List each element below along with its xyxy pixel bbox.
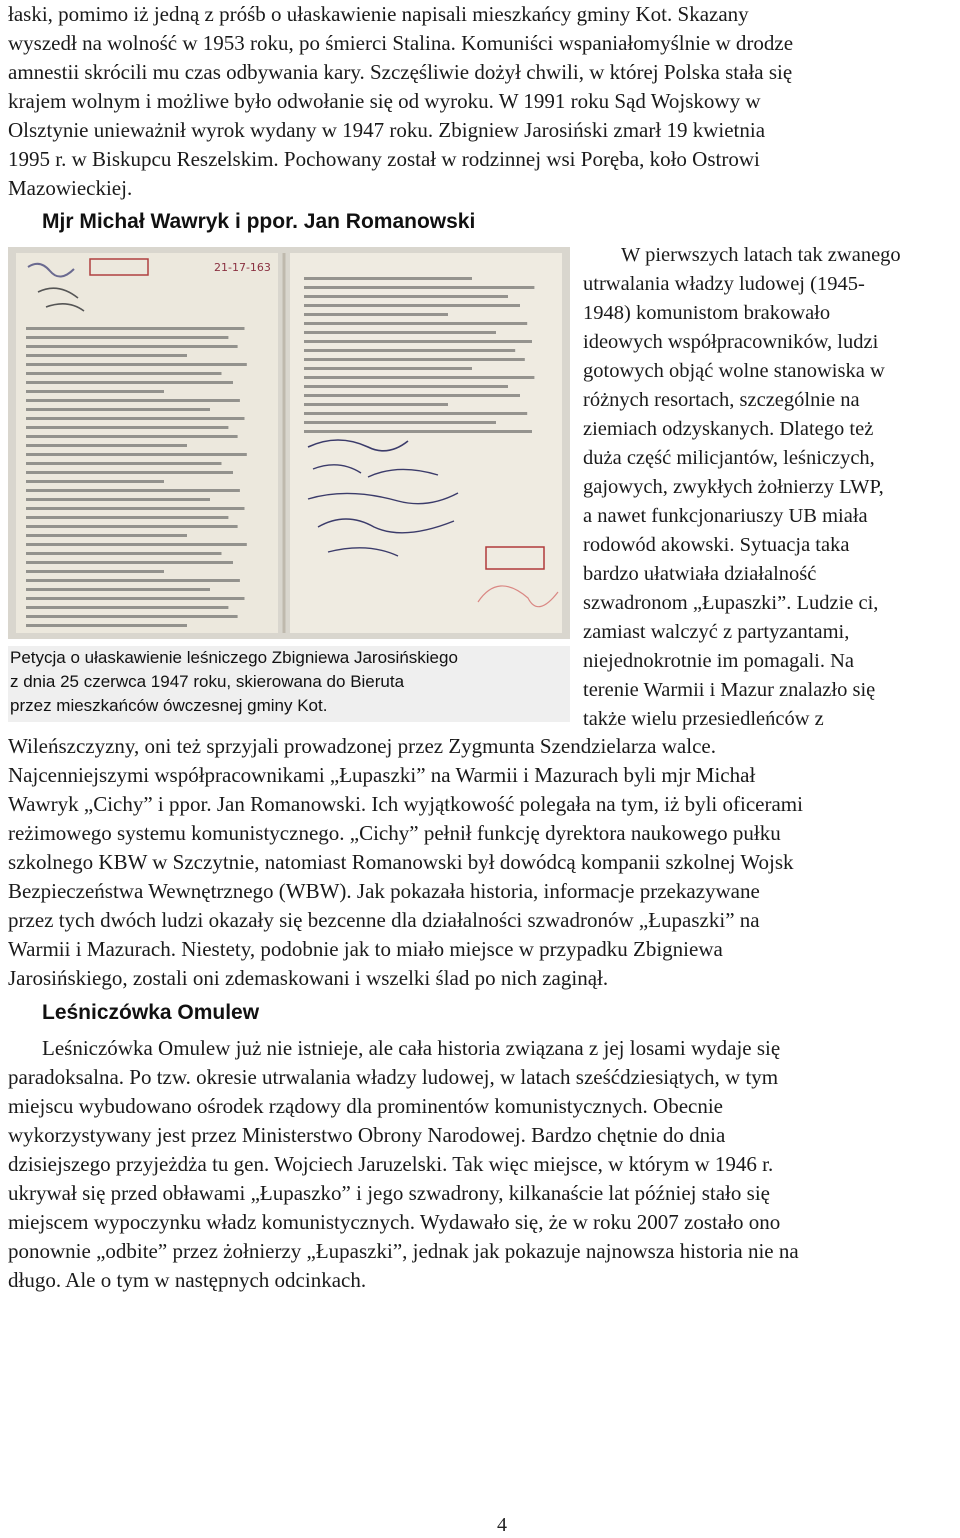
intro-paragraph (8, 0, 793, 203)
text-line: dzisiejszego przyjeżdża tu gen. Wojciech Jaruzelski. Tak więc miejsce, w którym w 1946 r. (8, 1152, 774, 1176)
text-line: 1948) komunistom brakowało (583, 302, 831, 324)
text-line: W pierwszych latach tak zwanego (621, 244, 901, 266)
figure-caption (8, 646, 570, 722)
side-column-paragraph (583, 241, 901, 734)
text-line: szwadronom „Łupaszki”. Ludzie ci, (583, 592, 879, 614)
text-line: niejednokrotnie im pomagali. Na (583, 650, 854, 672)
text-line: duża część milicjantów, leśniczych, (583, 447, 875, 469)
text-line: ponownie „odbite” przez żołnierzy „Łupaszki”, jednak jak pokazuje najnowsza historia nie na (8, 1239, 799, 1263)
svg-text:21-17-163: 21-17-163 (214, 261, 271, 274)
text-line: szkolnego KBW w Szczytnie, natomiast Romanowski był dowódcą kompanii szkolnej Wojsk (8, 850, 794, 874)
caption-line: Petycja o ułaskawienie leśniczego Zbigniewa Jarosińskiego (10, 648, 458, 667)
section-heading-wawryk-romanowski: Mjr Michał Wawryk i ppor. Jan Romanowski (42, 210, 476, 233)
text-line: Leśniczówka Omulew już nie istnieje, ale cała historia związana z jej losami wydaje się (42, 1036, 781, 1060)
text-line: terenie Warmii i Mazur znalazło się (583, 679, 876, 701)
text-line: Mazowieckiej. (8, 176, 133, 200)
text-line: Najcenniejszymi współpracownikami „Łupaszki” na Warmii i Mazurach byli mjr Michał (8, 763, 756, 787)
text-line: Wawryk „Cichy” i ppor. Jan Romanowski. Ich wyjątkowość polegała na tym, iż byli oficerami (8, 792, 803, 816)
caption-line: przez mieszkańców ówczesnej gminy Kot. (10, 696, 328, 715)
text-line: ziemiach odzyskanych. Dlatego też (583, 418, 874, 440)
text-line: amnestii skrócili mu czas odbywania kary. Szczęśliwie dożył chwili, w której Polska stała się (8, 60, 793, 84)
text-line: gajowych, zwykłych żołnierzy LWP, (583, 476, 884, 498)
caption-line: z dnia 25 czerwca 1947 roku, skierowana do Bieruta (10, 672, 405, 691)
text-line: Olsztynie unieważnił wyrok wydany w 1947 roku. Zbigniew Jarosiński zmarł 19 kwietnia (8, 118, 766, 142)
text-line: krajem wolnym i możliwe było odwołanie się od wyroku. W 1991 roku Sąd Wojskowy w (8, 89, 761, 113)
text-line: wykorzystywany jest przez Ministerstwo Obrony Narodowej. Bardzo chętnie do dnia (8, 1123, 726, 1147)
text-line: 1995 r. w Biskupcu Reszelskim. Pochowany został w rodzinnej wsi Poręba, koło Ostrowi (8, 147, 760, 171)
text-line: różnych resortach, szczególnie na (583, 389, 860, 411)
scanned-petition-document-icon (8, 247, 570, 639)
text-line: bardzo ułatwiała działalność (583, 563, 817, 585)
section-heading-lesniczowka-omulew: Leśniczówka Omulew (42, 1001, 260, 1024)
page-number: 4 (497, 1514, 507, 1536)
text-line: Bezpieczeństwa Wewnętrznego (WBW). Jak pokazała historia, informacje przekazywane (8, 879, 760, 903)
text-line: Warmii i Mazurach. Niestety, podobnie jak to miało miejsce w przypadku Zbigniewa (8, 937, 723, 961)
text-line: ukrywał się przed obławami „Łupaszko” i jego szwadrony, kilkanaście lat później stało się (8, 1181, 770, 1205)
text-line: Jarosińskiego, zostali oni zdemaskowani i wszelki ślad po nich zaginął. (8, 966, 609, 990)
text-line: także wielu przesiedleńców z (583, 708, 824, 730)
text-line: ideowych współpracowników, ludzi (583, 331, 879, 353)
section1-paragraph (8, 732, 803, 993)
text-line: reżimowego systemu komunistycznego. „Cichy” pełnił funkcję dyrektora naukowego pułku (8, 821, 781, 845)
text-line: zamiast walczyć z partyzantami, (583, 621, 850, 643)
text-line: przez tych dwóch ludzi okazały się bezcenne dla działalności szwadronów „Łupaszki” na (8, 908, 760, 932)
text-line: a nawet funkcjonariuszy UB miała (583, 505, 868, 527)
text-line: rodowód akowski. Sytuacja taka (583, 534, 850, 556)
text-line: utrwalania władzy ludowej (1945- (583, 273, 865, 295)
text-line: łaski, pomimo iż jedną z próśb o ułaskawienie napisali mieszkańcy gminy Kot. Skazany (8, 2, 749, 26)
section2-paragraph (8, 1034, 799, 1295)
text-line: miejscem wypoczynku władz komunistycznych. Wydawało się, że w roku 2007 zostało ono (8, 1210, 781, 1234)
text-line: długo. Ale o tym w następnych odcinkach. (8, 1268, 367, 1292)
text-line: Wileńszczyzny, oni też sprzyjali prowadzonej przez Zygmunta Szendzielarza walce. (8, 734, 716, 758)
text-line: miejscu wybudowano ośrodek rządowy dla prominentów komunistycznych. Obecnie (8, 1094, 723, 1118)
text-line: paradoksalna. Po tzw. okresie utrwalania władzy ludowej, w latach sześćdziesiątych, w tym (8, 1065, 779, 1089)
text-line: gotowych objąć wolne stanowiska w (583, 360, 885, 382)
text-line: wyszedł na wolność w 1953 roku, po śmierci Stalina. Komuniści wspaniałomyślnie w drodze (8, 31, 794, 55)
